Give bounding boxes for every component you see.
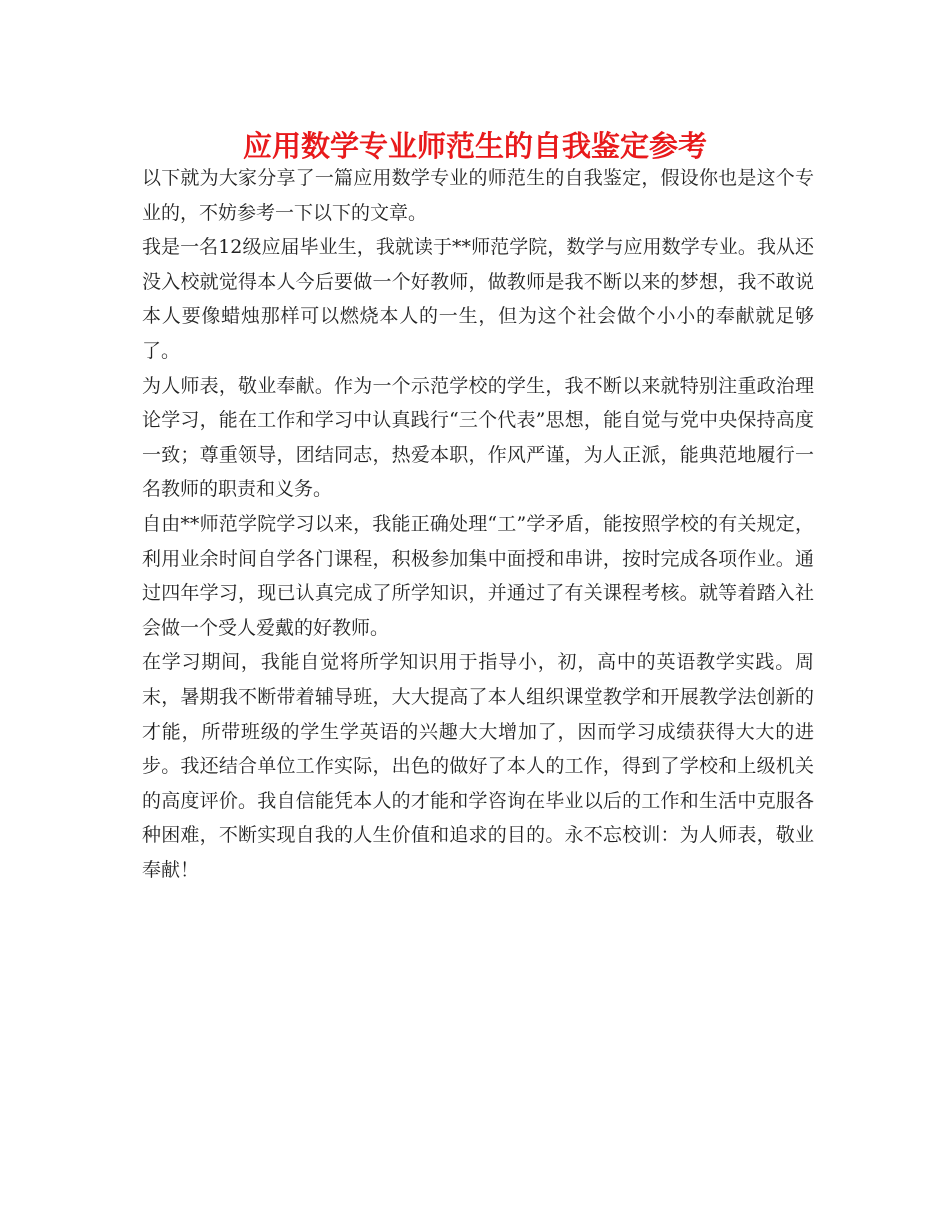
paragraph-conduct: 为人师表，敬业奉献。作为一个示范学校的学生，我不断以来就特别注重政治理论学习，能在工作和学习中认真践行“三个代表”思想，能自觉与党中央保持高度一致；尊重领导，团结同志，热爱本职，作风严谨，为人正派，能典范地履行一名教师的职责和义务。	[142, 374, 814, 501]
paragraph-intro: 以下就为大家分享了一篇应用数学专业的师范生的自我鉴定，假设你也是这个专业的，不妨参考一下以下的文章。	[142, 167, 814, 224]
paragraph-background: 我是一名12级应届毕业生，我就读于**师范学院，数学与应用数学专业。我从还没入校就觉得本人今后要做一个好教师，做教师是我不断以来的梦想，我不敢说本人要像蜡烛那样可以燃烧本人的一生，但为这个社会做个小小的奉献就足够了。	[142, 236, 814, 362]
document-body	[142, 161, 814, 887]
paragraph-study: 自由**师范学院学习以来，我能正确处理“工”学矛盾，能按照学校的有关规定，利用业余时间自学各门课程，积极参加集中面授和串讲，按时完成各项作业。通过四年学习，现已认真完成了所学知识，并通过了有关课程考核。就等着踏入社会做一个受人爱戴的好教师。	[142, 512, 814, 639]
document-title: 应用数学专业师范生的自我鉴定参考	[242, 129, 707, 163]
paragraph-practice: 在学习期间，我能自觉将所学知识用于指导小，初，高中的英语教学实践。周末，暑期我不断带着辅导班，大大提高了本人组织课堂教学和开展教学法创新的才能，所带班级的学生学英语的兴趣大大增加了，因而学习成绩获得大大的进步。我还结合单位工作实际，出色的做好了本人的工作，得到了学校和上级机关的高度评价。我自信能凭本人的才能和学咨询在毕业以后的工作和生活中克服各种困难，不断实现自我的人生价值和追求的目的。永不忘校训：为人师表，敬业奉献！	[142, 651, 814, 881]
